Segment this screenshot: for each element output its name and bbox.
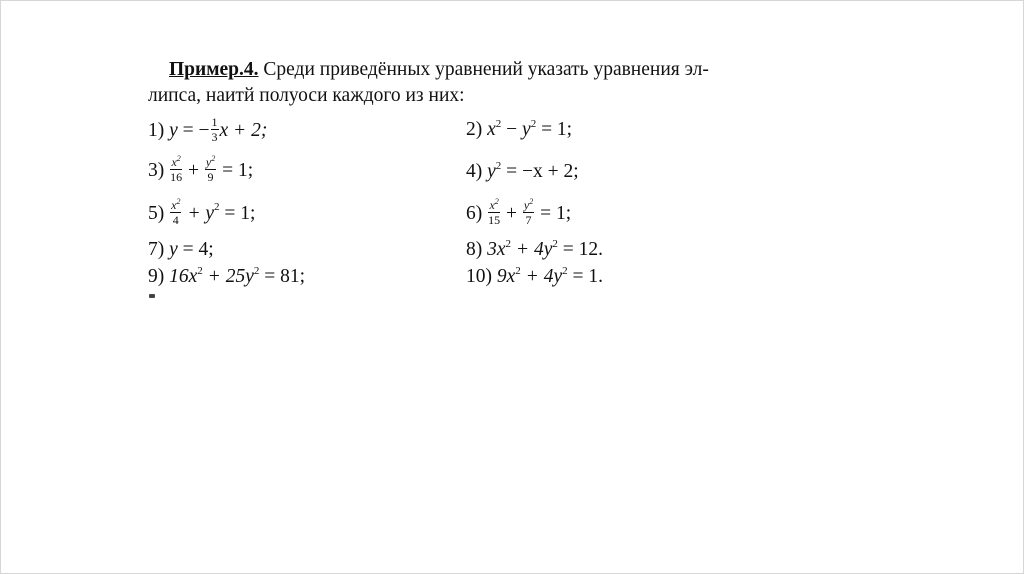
exponent: 2 (495, 159, 502, 172)
fraction (488, 199, 500, 226)
rhs: = −x + 2; (501, 161, 579, 182)
fraction (170, 156, 182, 183)
fraction (170, 199, 181, 226)
equation-number: 8) (466, 239, 483, 260)
equation-8 (466, 238, 603, 262)
var: y (169, 239, 178, 260)
term: 9x (496, 266, 516, 287)
exponent: 2 (505, 237, 512, 250)
denominator: 9 (207, 170, 214, 184)
rhs: = 1; (535, 202, 572, 224)
var: x (171, 198, 177, 212)
equation-4 (466, 160, 579, 184)
var: y (205, 155, 212, 169)
numerator (523, 199, 534, 213)
problem-text-1: Среди приведённых уравнений указать уравнения эл- (258, 59, 709, 80)
exponent: 2 (494, 197, 499, 206)
denominator: 7 (525, 213, 532, 227)
exponent: 2 (552, 237, 558, 250)
var: y (523, 198, 530, 212)
fraction (523, 199, 534, 226)
equation-number: 3) (148, 159, 165, 181)
rhs: = 12. (557, 239, 603, 260)
equation-9 (148, 265, 305, 289)
scan-artifact-mark (149, 294, 155, 298)
exponent: 2 (214, 201, 220, 214)
problem-text-2: липса, наитй полуоси каждого из них: (148, 85, 465, 106)
equation-number: 10) (466, 266, 492, 287)
exponent: 2 (515, 264, 521, 277)
term: + 25y (202, 266, 254, 287)
exponent: 2 (197, 264, 203, 277)
term: + 4y (520, 266, 563, 287)
rhs: = 1; (536, 119, 573, 140)
rhs: = 1; (219, 202, 256, 224)
var: x (487, 119, 496, 140)
equation-5 (148, 197, 256, 228)
term: x + 2; (219, 119, 268, 141)
equation-2 (466, 118, 572, 142)
var: y (169, 119, 178, 141)
op: − (501, 119, 523, 140)
denominator: 3 (211, 130, 218, 144)
equation-number: 9) (148, 266, 165, 287)
exponent: 2 (530, 117, 537, 130)
numerator (170, 156, 182, 170)
rhs: = 1; (217, 159, 254, 181)
exponent: 2 (176, 197, 181, 206)
var: x (489, 198, 495, 212)
term: 3x (487, 239, 506, 260)
rhs: = 81; (259, 266, 306, 287)
term: + y (182, 202, 215, 224)
exponent: 2 (211, 154, 216, 163)
equation-7 (148, 238, 214, 262)
numerator (170, 199, 181, 213)
equation-10 (466, 265, 603, 289)
equation-6: 6) $\frac{x^2}{15}$ + $\frac{y^2}{7}$ = 1; (466, 197, 572, 227)
equation-number: 7) (148, 239, 165, 260)
equation-number: 5) (148, 202, 165, 224)
problem-statement-line-1 (169, 58, 709, 82)
term: 16x (169, 266, 198, 287)
rhs: = 1. (567, 266, 603, 287)
exponent: 2 (176, 154, 181, 163)
fraction (205, 156, 216, 183)
term: + 4y (511, 239, 553, 260)
equation-3: 3) $\frac{x^2}{16}$ + $\frac{y^2}{9}$ = 1; (148, 154, 254, 184)
var: y (522, 119, 531, 140)
exponent: 2 (253, 264, 260, 277)
rhs: = 4; (177, 239, 214, 260)
equation-1 (148, 115, 268, 145)
denominator: 16 (170, 170, 183, 184)
equation-number: 4) (466, 161, 483, 182)
equation-number: 2) (466, 119, 483, 140)
op: = − (177, 119, 210, 141)
numerator (205, 156, 216, 170)
exponent: 2 (495, 117, 502, 130)
exponent: 2 (529, 197, 534, 206)
numerator (488, 199, 500, 213)
exponent: 2 (562, 264, 568, 277)
problem-statement-line-2 (148, 84, 465, 108)
denominator: 4 (172, 213, 179, 227)
equation-number: 6) (466, 202, 483, 224)
var: y (487, 161, 496, 182)
equation-number: 1) (148, 119, 165, 141)
numerator: 1 (211, 115, 218, 129)
example-label: Пример.4. (169, 59, 259, 80)
denominator: 15 (488, 213, 501, 227)
var: x (171, 155, 177, 169)
fraction (211, 116, 219, 143)
